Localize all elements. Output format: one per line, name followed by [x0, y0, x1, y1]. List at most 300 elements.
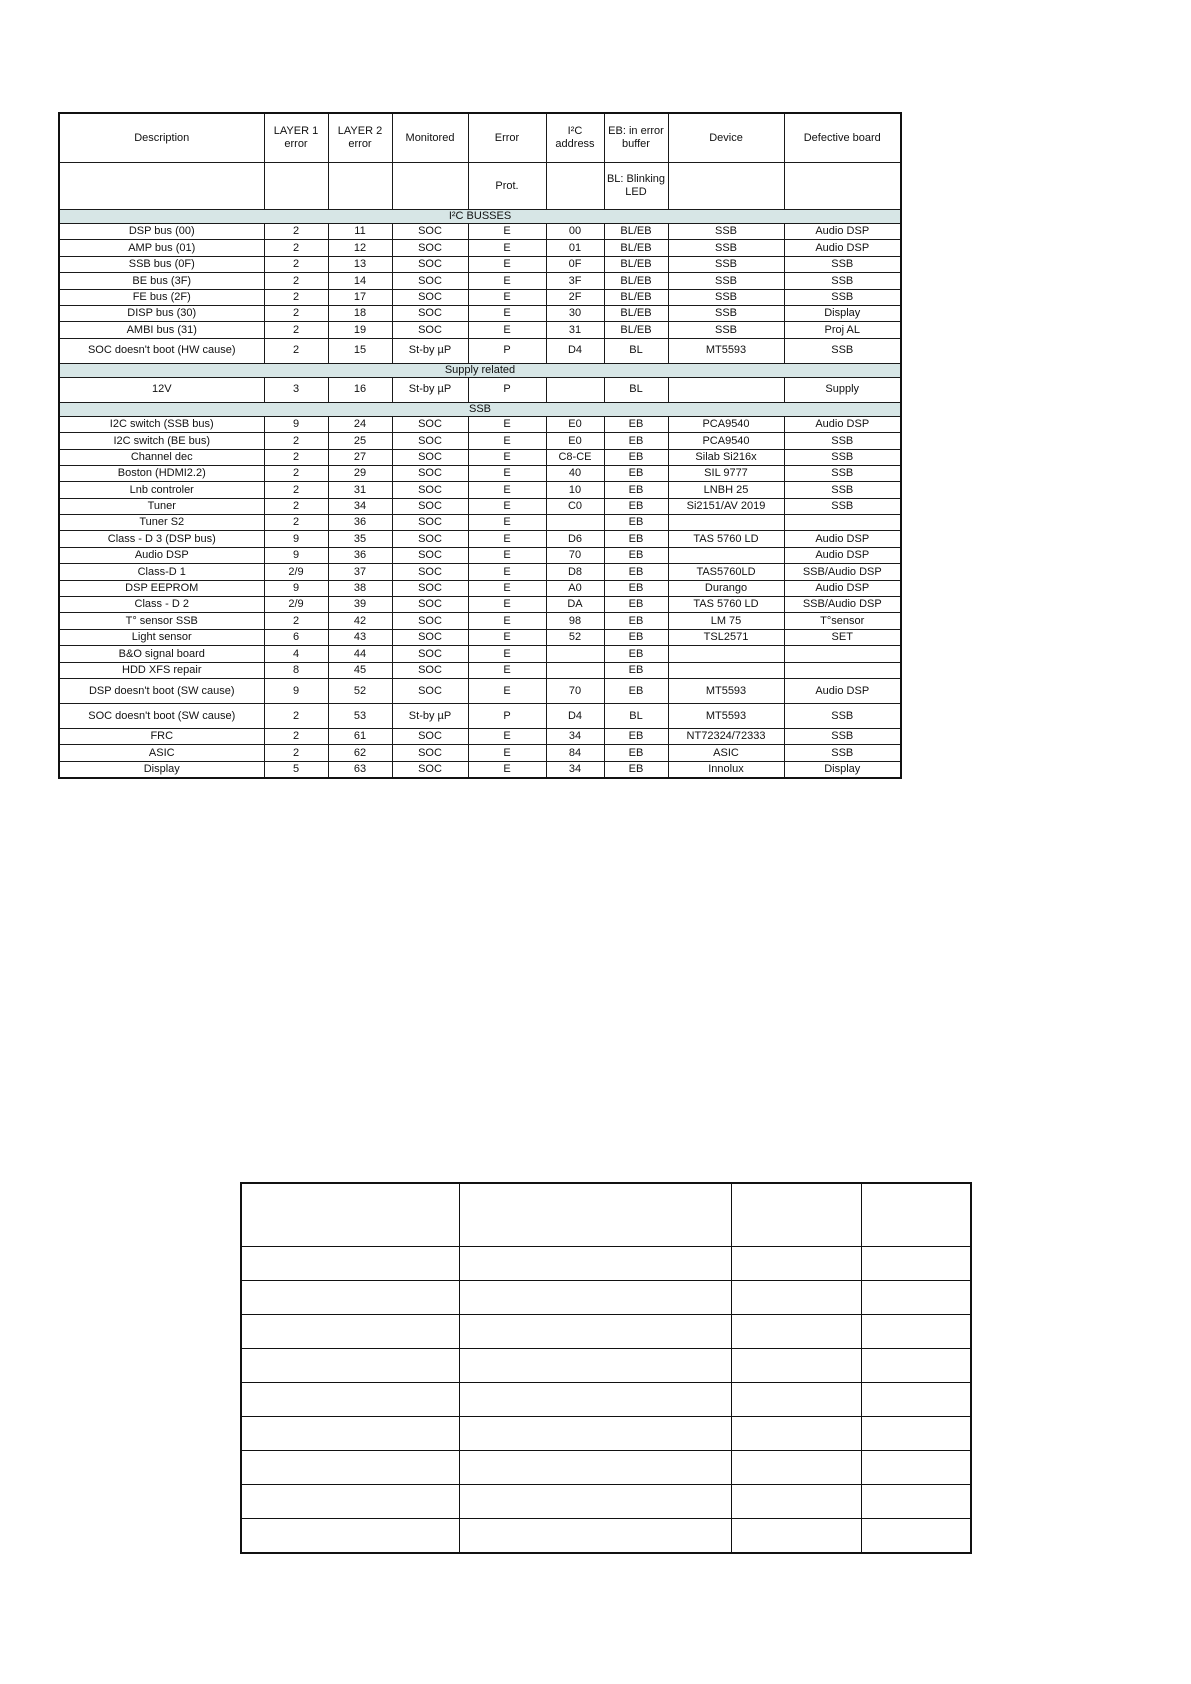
cell-device: PCA9540: [668, 433, 784, 449]
cell-error-type: E: [468, 515, 546, 531]
cell-layer2-error: 39: [328, 597, 392, 613]
cell-defective-board: SSB: [784, 728, 901, 744]
grid-row: [241, 1519, 971, 1554]
cell-defective-board: SSB: [784, 338, 901, 363]
cell-defective-board: SSB: [784, 482, 901, 498]
grid-cell: [459, 1183, 731, 1247]
cell-device: TAS 5760 LD: [668, 531, 784, 547]
grid-row: [241, 1247, 971, 1281]
grid-cell: [861, 1281, 971, 1315]
cell-eb-status: EB: [604, 728, 668, 744]
cell-error-type: E: [468, 224, 546, 240]
cell-eb-status: EB: [604, 745, 668, 761]
cell-description: Tuner S2: [59, 515, 264, 531]
cell-layer2-error: 53: [328, 703, 392, 728]
cell-eb-status: BL/EB: [604, 256, 668, 272]
cell-eb-status: EB: [604, 465, 668, 481]
cell-eb-status: EB: [604, 498, 668, 514]
cell-layer1-error: 2: [264, 289, 328, 305]
cell-description: Class - D 3 (DSP bus): [59, 531, 264, 547]
cell-error-type: E: [468, 564, 546, 580]
cell-layer2-error: 15: [328, 338, 392, 363]
cell-error-type: E: [468, 728, 546, 744]
table-row: [59, 646, 901, 662]
cell-device: SIL 9777: [668, 465, 784, 481]
grid-cell: [731, 1183, 861, 1247]
header-empty-cell: [392, 163, 468, 210]
grid-cell: [731, 1451, 861, 1485]
grid-cell: [459, 1485, 731, 1519]
table-row: [59, 613, 901, 629]
table-row: [59, 728, 901, 744]
cell-defective-board: Audio DSP: [784, 580, 901, 596]
table-row: [59, 745, 901, 761]
cell-error-type: E: [468, 646, 546, 662]
grid-cell: [241, 1247, 459, 1281]
header-device: Device: [668, 113, 784, 163]
cell-monitored: SOC: [392, 580, 468, 596]
blank-grid-table: [240, 1182, 972, 1554]
cell-layer1-error: 2: [264, 515, 328, 531]
cell-error-type: P: [468, 377, 546, 402]
cell-layer2-error: 16: [328, 377, 392, 402]
grid-cell: [861, 1349, 971, 1383]
cell-device: ASIC: [668, 745, 784, 761]
cell-layer2-error: 12: [328, 240, 392, 256]
cell-monitored: SOC: [392, 449, 468, 465]
cell-description: SOC doesn't boot (SW cause): [59, 703, 264, 728]
cell-device: SSB: [668, 305, 784, 321]
cell-layer1-error: 5: [264, 761, 328, 778]
cell-monitored: SOC: [392, 305, 468, 321]
header-eb: EB: in error buffer: [604, 113, 668, 163]
header-empty-cell: [668, 163, 784, 210]
grid-cell: [459, 1519, 731, 1554]
cell-address: A0: [546, 580, 604, 596]
cell-eb-status: EB: [604, 629, 668, 645]
cell-address: 40: [546, 465, 604, 481]
grid-row: [241, 1383, 971, 1417]
cell-error-type: E: [468, 761, 546, 778]
table-row: [59, 629, 901, 645]
cell-device: [668, 515, 784, 531]
cell-address: [546, 646, 604, 662]
grid-cell: [459, 1417, 731, 1451]
grid-row: [241, 1485, 971, 1519]
cell-layer1-error: 2: [264, 433, 328, 449]
grid-cell: [459, 1315, 731, 1349]
cell-description: 12V: [59, 377, 264, 402]
cell-eb-status: BL: [604, 377, 668, 402]
cell-layer2-error: 63: [328, 761, 392, 778]
cell-layer1-error: 2: [264, 240, 328, 256]
cell-layer2-error: 36: [328, 515, 392, 531]
cell-layer1-error: 3: [264, 377, 328, 402]
cell-defective-board: SSB/Audio DSP: [784, 597, 901, 613]
cell-monitored: St-by µP: [392, 377, 468, 402]
cell-error-type: E: [468, 580, 546, 596]
cell-monitored: SOC: [392, 745, 468, 761]
cell-layer1-error: 2: [264, 305, 328, 321]
table-row: [59, 240, 901, 256]
cell-monitored: SOC: [392, 224, 468, 240]
cell-layer2-error: 35: [328, 531, 392, 547]
table-row: [59, 564, 901, 580]
cell-address: 70: [546, 678, 604, 703]
cell-address: 52: [546, 629, 604, 645]
cell-description: T° sensor SSB: [59, 613, 264, 629]
cell-address: C8-CE: [546, 449, 604, 465]
grid-cell: [241, 1451, 459, 1485]
cell-monitored: SOC: [392, 629, 468, 645]
cell-description: Lnb controler: [59, 482, 264, 498]
header-defective-board: Defective board: [784, 113, 901, 163]
cell-monitored: SOC: [392, 547, 468, 563]
grid-cell: [861, 1519, 971, 1554]
cell-layer1-error: 2: [264, 465, 328, 481]
cell-layer1-error: 2: [264, 273, 328, 289]
cell-layer1-error: 2: [264, 498, 328, 514]
cell-layer2-error: 29: [328, 465, 392, 481]
cell-monitored: SOC: [392, 613, 468, 629]
cell-error-type: E: [468, 678, 546, 703]
header-error: Error: [468, 113, 546, 163]
cell-device: MT5593: [668, 678, 784, 703]
cell-error-type: P: [468, 338, 546, 363]
cell-error-type: E: [468, 482, 546, 498]
cell-layer2-error: 43: [328, 629, 392, 645]
cell-address: 01: [546, 240, 604, 256]
section-title: I²C BUSSES: [59, 210, 901, 224]
cell-defective-board: Display: [784, 761, 901, 778]
table-header: [59, 113, 901, 210]
cell-layer1-error: 2/9: [264, 597, 328, 613]
table-row: [59, 449, 901, 465]
cell-device: [668, 646, 784, 662]
grid-cell: [731, 1383, 861, 1417]
cell-address: 98: [546, 613, 604, 629]
section-title: SSB: [59, 402, 901, 416]
cell-address: 34: [546, 761, 604, 778]
header-monitored: Monitored: [392, 113, 468, 163]
grid-cell: [861, 1451, 971, 1485]
cell-layer2-error: 17: [328, 289, 392, 305]
cell-error-type: E: [468, 305, 546, 321]
cell-monitored: SOC: [392, 761, 468, 778]
cell-address: 34: [546, 728, 604, 744]
cell-device: Durango: [668, 580, 784, 596]
cell-eb-status: EB: [604, 433, 668, 449]
cell-monitored: SOC: [392, 662, 468, 678]
cell-device: SSB: [668, 240, 784, 256]
cell-eb-status: EB: [604, 547, 668, 563]
cell-address: DA: [546, 597, 604, 613]
section-title: Supply related: [59, 363, 901, 377]
cell-layer1-error: 2: [264, 322, 328, 338]
header-eb-sub: BL: Blinking LED: [604, 163, 668, 210]
table-row: [59, 597, 901, 613]
cell-description: I2C switch (BE bus): [59, 433, 264, 449]
cell-layer2-error: 14: [328, 273, 392, 289]
cell-address: D8: [546, 564, 604, 580]
cell-device: LNBH 25: [668, 482, 784, 498]
table-row: [59, 662, 901, 678]
cell-monitored: SOC: [392, 515, 468, 531]
table-row: [59, 338, 901, 363]
cell-error-type: E: [468, 597, 546, 613]
table-row: [59, 224, 901, 240]
cell-monitored: SOC: [392, 465, 468, 481]
cell-monitored: SOC: [392, 433, 468, 449]
cell-eb-status: BL: [604, 703, 668, 728]
cell-monitored: SOC: [392, 256, 468, 272]
cell-description: DSP doesn't boot (SW cause): [59, 678, 264, 703]
cell-device: Silab Si216x: [668, 449, 784, 465]
header-empty-cell: [784, 163, 901, 210]
table-row: [59, 482, 901, 498]
cell-eb-status: EB: [604, 564, 668, 580]
table-row: [59, 547, 901, 563]
cell-device: SSB: [668, 256, 784, 272]
cell-monitored: SOC: [392, 416, 468, 432]
cell-address: 84: [546, 745, 604, 761]
grid-cell: [241, 1315, 459, 1349]
cell-layer1-error: 2: [264, 745, 328, 761]
cell-layer2-error: 31: [328, 482, 392, 498]
cell-device: Innolux: [668, 761, 784, 778]
grid-cell: [861, 1485, 971, 1519]
table-row: [59, 761, 901, 778]
section-row: [59, 402, 901, 416]
cell-layer2-error: 13: [328, 256, 392, 272]
cell-layer2-error: 25: [328, 433, 392, 449]
cell-defective-board: [784, 515, 901, 531]
cell-layer1-error: 2: [264, 482, 328, 498]
cell-eb-status: BL: [604, 338, 668, 363]
grid-cell: [731, 1281, 861, 1315]
cell-description: BE bus (3F): [59, 273, 264, 289]
cell-layer2-error: 36: [328, 547, 392, 563]
cell-layer2-error: 45: [328, 662, 392, 678]
cell-layer2-error: 52: [328, 678, 392, 703]
cell-layer1-error: 2: [264, 338, 328, 363]
cell-device: TAS5760LD: [668, 564, 784, 580]
cell-error-type: E: [468, 240, 546, 256]
cell-defective-board: SET: [784, 629, 901, 645]
cell-layer1-error: 2/9: [264, 564, 328, 580]
cell-address: 10: [546, 482, 604, 498]
cell-error-type: E: [468, 289, 546, 305]
grid-cell: [731, 1349, 861, 1383]
cell-layer2-error: 24: [328, 416, 392, 432]
cell-error-type: E: [468, 449, 546, 465]
grid-cell: [459, 1247, 731, 1281]
cell-description: SOC doesn't boot (HW cause): [59, 338, 264, 363]
cell-monitored: SOC: [392, 728, 468, 744]
cell-layer2-error: 37: [328, 564, 392, 580]
cell-device: PCA9540: [668, 416, 784, 432]
cell-address: E0: [546, 416, 604, 432]
cell-layer1-error: 2: [264, 224, 328, 240]
cell-defective-board: SSB: [784, 433, 901, 449]
cell-layer2-error: 18: [328, 305, 392, 321]
cell-device: [668, 377, 784, 402]
cell-error-type: E: [468, 256, 546, 272]
cell-layer1-error: 8: [264, 662, 328, 678]
cell-layer2-error: 34: [328, 498, 392, 514]
grid-cell: [731, 1485, 861, 1519]
cell-description: HDD XFS repair: [59, 662, 264, 678]
table-row: [59, 256, 901, 272]
grid-cell: [241, 1519, 459, 1554]
header-layer1: LAYER 1 error: [264, 113, 328, 163]
cell-layer1-error: 2: [264, 703, 328, 728]
cell-eb-status: EB: [604, 531, 668, 547]
cell-device: LM 75: [668, 613, 784, 629]
cell-description: AMBI bus (31): [59, 322, 264, 338]
cell-device: SSB: [668, 224, 784, 240]
cell-monitored: SOC: [392, 273, 468, 289]
cell-eb-status: EB: [604, 646, 668, 662]
cell-defective-board: SSB: [784, 465, 901, 481]
table-row: [59, 305, 901, 321]
grid-cell: [459, 1349, 731, 1383]
header-empty-cell: [328, 163, 392, 210]
cell-eb-status: EB: [604, 761, 668, 778]
cell-layer2-error: 19: [328, 322, 392, 338]
cell-eb-status: EB: [604, 515, 668, 531]
cell-address: 2F: [546, 289, 604, 305]
cell-eb-status: EB: [604, 416, 668, 432]
grid-cell: [459, 1451, 731, 1485]
cell-device: [668, 662, 784, 678]
cell-address: 0F: [546, 256, 604, 272]
section-row: [59, 363, 901, 377]
table-row: [59, 416, 901, 432]
cell-device: Si2151/AV 2019: [668, 498, 784, 514]
cell-error-type: E: [468, 547, 546, 563]
cell-eb-status: EB: [604, 678, 668, 703]
section-row: [59, 210, 901, 224]
cell-description: DSP EEPROM: [59, 580, 264, 596]
grid-cell: [731, 1247, 861, 1281]
header-layer2: LAYER 2 error: [328, 113, 392, 163]
cell-layer1-error: 9: [264, 416, 328, 432]
cell-eb-status: BL/EB: [604, 224, 668, 240]
cell-description: AMP bus (01): [59, 240, 264, 256]
cell-defective-board: Audio DSP: [784, 678, 901, 703]
cell-device: SSB: [668, 289, 784, 305]
cell-defective-board: Supply: [784, 377, 901, 402]
cell-error-type: E: [468, 322, 546, 338]
header-empty-cell: [546, 163, 604, 210]
cell-error-type: E: [468, 416, 546, 432]
grid-cell: [241, 1281, 459, 1315]
cell-device: [668, 547, 784, 563]
cell-description: SSB bus (0F): [59, 256, 264, 272]
cell-layer1-error: 9: [264, 678, 328, 703]
cell-eb-status: BL/EB: [604, 289, 668, 305]
cell-device: MT5593: [668, 703, 784, 728]
grid-cell: [241, 1349, 459, 1383]
cell-monitored: St-by µP: [392, 703, 468, 728]
cell-monitored: SOC: [392, 646, 468, 662]
cell-layer2-error: 42: [328, 613, 392, 629]
grid-cell: [861, 1417, 971, 1451]
cell-address: D4: [546, 703, 604, 728]
cell-layer1-error: 2: [264, 613, 328, 629]
table-row: [59, 377, 901, 402]
cell-error-type: E: [468, 662, 546, 678]
header-empty-cell: [59, 163, 264, 210]
cell-description: FRC: [59, 728, 264, 744]
cell-layer2-error: 44: [328, 646, 392, 662]
cell-description: Tuner: [59, 498, 264, 514]
cell-description: DISP bus (30): [59, 305, 264, 321]
cell-defective-board: SSB: [784, 449, 901, 465]
cell-device: MT5593: [668, 338, 784, 363]
cell-layer1-error: 9: [264, 547, 328, 563]
cell-monitored: SOC: [392, 498, 468, 514]
cell-defective-board: [784, 646, 901, 662]
cell-layer1-error: 2: [264, 256, 328, 272]
grid-cell: [861, 1183, 971, 1247]
cell-layer1-error: 2: [264, 728, 328, 744]
cell-description: Audio DSP: [59, 547, 264, 563]
cell-layer1-error: 9: [264, 531, 328, 547]
cell-description: Boston (HDMI2.2): [59, 465, 264, 481]
table-row: [59, 273, 901, 289]
cell-layer2-error: 11: [328, 224, 392, 240]
grid-row: [241, 1183, 971, 1247]
grid-row: [241, 1315, 971, 1349]
grid-cell: [241, 1183, 459, 1247]
cell-device: TAS 5760 LD: [668, 597, 784, 613]
grid-cell: [731, 1519, 861, 1554]
table-row: [59, 322, 901, 338]
grid-cell: [731, 1417, 861, 1451]
cell-error-type: E: [468, 273, 546, 289]
header-description: Description: [59, 113, 264, 163]
cell-error-type: E: [468, 745, 546, 761]
table-row: [59, 531, 901, 547]
cell-layer1-error: 6: [264, 629, 328, 645]
cell-monitored: St-by µP: [392, 338, 468, 363]
cell-address: 31: [546, 322, 604, 338]
cell-monitored: SOC: [392, 531, 468, 547]
cell-description: ASIC: [59, 745, 264, 761]
grid-cell: [861, 1315, 971, 1349]
cell-description: Class-D 1: [59, 564, 264, 580]
cell-defective-board: SSB: [784, 289, 901, 305]
cell-layer2-error: 61: [328, 728, 392, 744]
cell-monitored: SOC: [392, 564, 468, 580]
error-code-table: [58, 112, 902, 779]
cell-description: Display: [59, 761, 264, 778]
cell-layer1-error: 4: [264, 646, 328, 662]
cell-error-type: E: [468, 531, 546, 547]
cell-address: D4: [546, 338, 604, 363]
grid-row: [241, 1349, 971, 1383]
grid-cell: [459, 1281, 731, 1315]
cell-eb-status: BL/EB: [604, 273, 668, 289]
cell-eb-status: EB: [604, 449, 668, 465]
cell-address: 3F: [546, 273, 604, 289]
cell-eb-status: BL/EB: [604, 305, 668, 321]
cell-device: SSB: [668, 322, 784, 338]
cell-defective-board: T°sensor: [784, 613, 901, 629]
table-row: [59, 703, 901, 728]
